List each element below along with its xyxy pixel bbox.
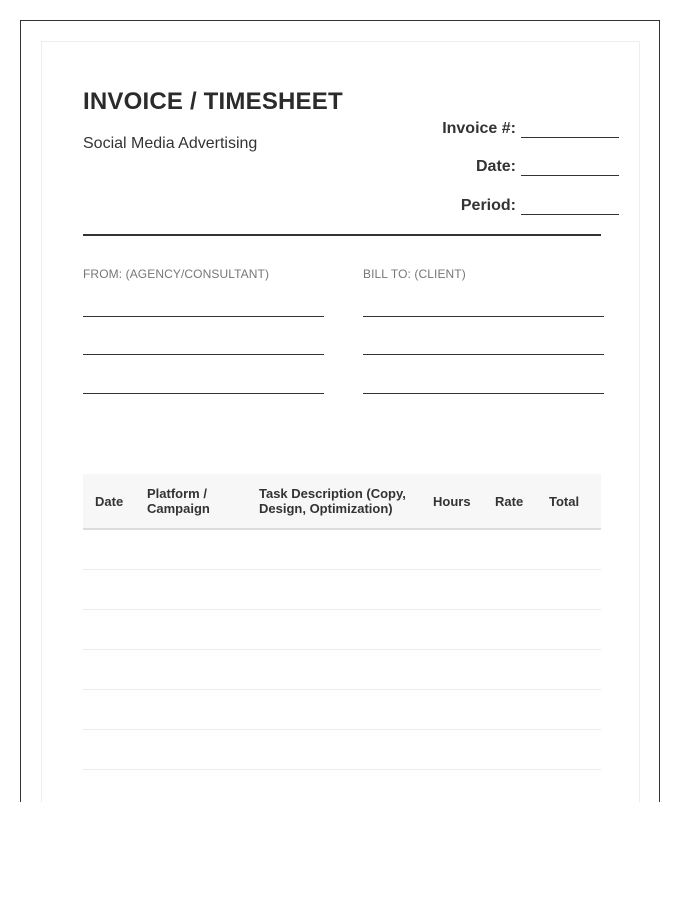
table-cell[interactable] (483, 730, 537, 770)
table-cell[interactable] (537, 730, 601, 770)
table-cell[interactable] (483, 650, 537, 690)
table-cell[interactable] (421, 730, 483, 770)
table-header-row (83, 474, 601, 529)
invoice-number-label: Invoice #: (442, 120, 516, 137)
table-row (83, 650, 601, 690)
table-cell[interactable] (537, 610, 601, 650)
line-items-table (83, 474, 601, 802)
table-cell[interactable] (247, 529, 421, 570)
column-header-date: Date (83, 474, 135, 529)
table-cell[interactable] (421, 610, 483, 650)
table-row (83, 730, 601, 770)
from-label: FROM: (AGENCY/CONSULTANT) (83, 267, 270, 281)
table-cell[interactable] (135, 570, 247, 610)
period-line[interactable] (521, 200, 619, 215)
table-row (83, 570, 601, 610)
table-cell[interactable] (135, 770, 247, 803)
table-cell[interactable] (537, 570, 601, 610)
table-cell[interactable] (83, 529, 135, 570)
table-row (83, 610, 601, 650)
column-header-hours: Hours (421, 474, 483, 529)
table-cell[interactable] (83, 690, 135, 730)
table-cell[interactable] (135, 610, 247, 650)
invoice-number-line[interactable] (521, 123, 619, 138)
table-row (83, 690, 601, 730)
table-cell[interactable] (421, 690, 483, 730)
table-cell[interactable] (135, 529, 247, 570)
period-label: Period: (460, 197, 516, 214)
date-label: Date: (475, 158, 516, 175)
table-cell[interactable] (247, 770, 421, 803)
table-cell[interactable] (537, 770, 601, 803)
invoice-page (41, 41, 640, 802)
table-cell[interactable] (135, 690, 247, 730)
table-cell[interactable] (483, 570, 537, 610)
table-cell[interactable] (247, 730, 421, 770)
from-line-3[interactable] (83, 393, 324, 394)
page-subtitle: Social Media Advertising (83, 135, 258, 152)
bill-to-line-3[interactable] (363, 393, 604, 394)
column-header-platform: Platform / Campaign (135, 474, 247, 529)
date-field[interactable] (476, 158, 619, 176)
table-cell[interactable] (83, 610, 135, 650)
table-cell[interactable] (483, 770, 537, 803)
table-cell[interactable] (483, 529, 537, 570)
table-cell[interactable] (135, 730, 247, 770)
from-line-1[interactable] (83, 316, 324, 317)
bill-to-line-2[interactable] (363, 354, 604, 355)
column-header-rate: Rate (483, 474, 537, 529)
bill-to-line-1[interactable] (363, 316, 604, 317)
table-cell[interactable] (421, 570, 483, 610)
table-cell[interactable] (247, 690, 421, 730)
table-cell[interactable] (83, 770, 135, 803)
table-cell[interactable] (537, 650, 601, 690)
table-cell[interactable] (135, 650, 247, 690)
table-row (83, 770, 601, 803)
table-row (83, 529, 601, 570)
table-cell[interactable] (247, 610, 421, 650)
table-cell[interactable] (83, 730, 135, 770)
document-frame (20, 20, 660, 802)
table-cell[interactable] (421, 529, 483, 570)
period-field[interactable] (461, 197, 619, 215)
from-line-2[interactable] (83, 354, 324, 355)
table-cell[interactable] (537, 529, 601, 570)
table-cell[interactable] (247, 650, 421, 690)
table-cell[interactable] (83, 570, 135, 610)
invoice-number-field[interactable] (442, 120, 619, 138)
date-line[interactable] (521, 161, 619, 176)
column-header-task: Task Description (Copy, Design, Optimization) (247, 474, 421, 529)
table-cell[interactable] (483, 610, 537, 650)
table-cell[interactable] (483, 690, 537, 730)
table-cell[interactable] (421, 650, 483, 690)
header-divider (83, 234, 601, 236)
table-cell[interactable] (537, 690, 601, 730)
table-cell[interactable] (247, 570, 421, 610)
page-title: INVOICE / TIMESHEET (83, 88, 343, 115)
bill-to-label: BILL TO: (CLIENT) (363, 267, 466, 281)
table-cell[interactable] (83, 650, 135, 690)
table-cell[interactable] (421, 770, 483, 803)
column-header-total: Total (537, 474, 601, 529)
